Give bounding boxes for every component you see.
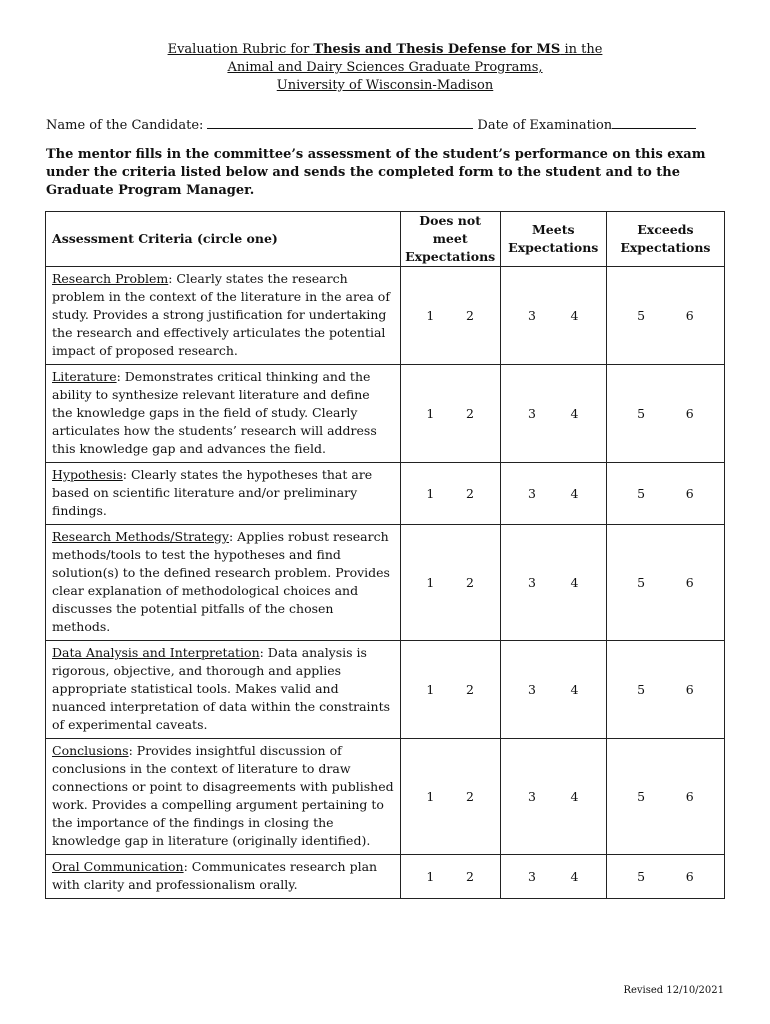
score-options (401, 868, 500, 886)
score-options (401, 485, 500, 503)
criterion-description: : Demonstrates critical thinking and the ability to synthesize relevant literature and define the knowledge gaps in the field of study. Clearly articulates how the students’ research will address this knowledge gap and advances the field. (52, 369, 377, 456)
score-option[interactable]: 2 (465, 485, 474, 501)
score-cell-does-not-meet (400, 463, 500, 525)
score-cell-exceeds (606, 641, 724, 739)
title-line-3: University of Wisconsin-Madison (276, 78, 494, 93)
score-options (607, 574, 724, 592)
criterion-cell (46, 739, 401, 855)
meets-column-header: Meets Expectations (500, 212, 606, 267)
score-cell-does-not-meet (400, 739, 500, 855)
score-cell-meets (500, 267, 606, 365)
score-options (401, 574, 500, 592)
exam-date-field[interactable] (612, 114, 696, 129)
score-option[interactable]: 2 (465, 405, 474, 421)
score-cell-exceeds (606, 463, 724, 525)
instructions-text: The mentor fills in the committee’s assessment of the student’s performance on this exam under the criteria listed below and sends the completed form to the student and to the Graduate Program Manager. (46, 147, 706, 198)
score-options (607, 868, 724, 886)
criterion-name: Research Problem (52, 271, 169, 286)
score-cell-does-not-meet (400, 267, 500, 365)
table-row (46, 365, 725, 463)
score-option[interactable]: 6 (685, 868, 694, 884)
criterion-cell (46, 463, 401, 525)
score-option[interactable]: 4 (570, 574, 579, 590)
criterion-cell (46, 525, 401, 641)
score-options (401, 307, 500, 325)
score-option[interactable]: 3 (528, 574, 536, 590)
criterion-name: Data Analysis and Interpretation (52, 645, 260, 660)
score-option[interactable]: 2 (465, 681, 474, 697)
score-options (501, 485, 606, 503)
score-option[interactable]: 6 (685, 681, 694, 697)
exceeds-column-header: Exceeds Expectations (606, 212, 724, 267)
score-options (607, 405, 724, 423)
page-title (0, 41, 770, 95)
criterion-description: : Clearly states the hypotheses that are based on scientific literature and/or preliminary findings. (52, 467, 373, 518)
score-option[interactable]: 4 (570, 307, 579, 323)
criterion-cell (46, 855, 401, 899)
score-option[interactable]: 5 (637, 574, 646, 590)
score-cell-meets (500, 739, 606, 855)
score-cell-meets (500, 855, 606, 899)
title-line-1: Evaluation Rubric for Thesis and Thesis Defense for MS in the (167, 42, 603, 57)
candidate-name-field[interactable] (207, 114, 473, 129)
score-options (607, 681, 724, 699)
score-option[interactable]: 3 (528, 788, 536, 804)
score-option[interactable]: 4 (570, 681, 579, 697)
score-option[interactable]: 2 (465, 868, 474, 884)
score-cell-exceeds (606, 267, 724, 365)
score-options (501, 681, 606, 699)
criterion-cell (46, 365, 401, 463)
score-option[interactable]: 6 (685, 788, 694, 804)
score-option[interactable]: 4 (570, 788, 579, 804)
score-option[interactable]: 1 (426, 868, 435, 884)
score-cell-meets (500, 525, 606, 641)
title-line-2: Animal and Dairy Sciences Graduate Programs, (227, 60, 543, 75)
criteria-column-header: Assessment Criteria (circle one) (46, 212, 401, 267)
score-option[interactable]: 5 (637, 485, 646, 501)
score-option[interactable]: 5 (637, 788, 646, 804)
score-cell-meets (500, 641, 606, 739)
criterion-name: Conclusions (52, 743, 129, 758)
table-row (46, 267, 725, 365)
table-row (46, 463, 725, 525)
exam-date-label: Date of Examination (477, 118, 613, 133)
score-option[interactable]: 1 (426, 307, 435, 323)
table-row (46, 641, 725, 739)
score-option[interactable]: 5 (637, 681, 646, 697)
score-option[interactable]: 6 (685, 405, 694, 421)
score-options (607, 485, 724, 503)
rubric-body (46, 267, 725, 899)
score-option[interactable]: 5 (637, 868, 646, 884)
score-options (401, 405, 500, 423)
score-options (401, 681, 500, 699)
score-option[interactable]: 4 (570, 405, 579, 421)
score-option[interactable]: 2 (465, 574, 474, 590)
criterion-name: Hypothesis (52, 467, 123, 482)
score-cell-meets (500, 463, 606, 525)
score-cell-exceeds (606, 739, 724, 855)
criterion-description: : Communicates research plan with clarity and professionalism orally. (52, 859, 378, 892)
table-row (46, 739, 725, 855)
score-options (501, 868, 606, 886)
score-option[interactable]: 3 (528, 868, 536, 884)
does-not-meet-column-header: Does not meet Expectations (400, 212, 500, 267)
score-option[interactable]: 3 (528, 681, 536, 697)
score-cell-does-not-meet (400, 525, 500, 641)
revision-date: Revised 12/10/2021 (623, 985, 724, 996)
criterion-description: : Clearly states the research problem in the context of the literature in the area of study. Provides a strong justification for undertaking the research and effectively articulates the potential impact of proposed research. (52, 271, 390, 358)
score-option[interactable]: 4 (570, 868, 579, 884)
criterion-name: Literature (52, 369, 117, 384)
assessment-rubric-table (45, 211, 725, 899)
score-option[interactable]: 6 (685, 485, 694, 501)
score-options (501, 307, 606, 325)
score-option[interactable]: 3 (528, 405, 536, 421)
criterion-name: Oral Communication (52, 859, 184, 874)
score-cell-does-not-meet (400, 641, 500, 739)
criterion-cell (46, 641, 401, 739)
score-option[interactable]: 3 (528, 485, 536, 501)
score-options (401, 788, 500, 806)
score-option[interactable]: 2 (465, 307, 474, 323)
table-row (46, 855, 725, 899)
score-cell-exceeds (606, 855, 724, 899)
score-option[interactable]: 3 (528, 307, 536, 323)
score-option[interactable]: 1 (426, 788, 435, 804)
score-cell-meets (500, 365, 606, 463)
criterion-name: Research Methods/Strategy (52, 529, 229, 544)
score-options (501, 574, 606, 592)
criterion-description: : Provides insightful discussion of conclusions in the context of literature to draw connections or point to disagreements with published work. Provides a compelling argument pertaining to the importance of the findings in closing the knowledge gap in literature (originally identified). (52, 743, 394, 848)
score-option[interactable]: 1 (426, 405, 435, 421)
candidate-name-label: Name of the Candidate: (46, 118, 204, 133)
score-option[interactable]: 2 (465, 788, 474, 804)
score-option[interactable]: 5 (637, 405, 646, 421)
score-option[interactable]: 1 (426, 485, 435, 501)
criterion-description: : Data analysis is rigorous, objective, and thorough and applies appropriate statistical tools. Makes valid and nuanced interpretation of data within the constraints of experimental caveats. (52, 645, 391, 732)
criterion-cell (46, 267, 401, 365)
score-options (607, 788, 724, 806)
candidate-info-line (46, 114, 726, 135)
criterion-description: : Applies robust research methods/tools to test the hypotheses and find solution(s) to the defined research problem. Provides clear explanation of methodological choices and discusses the potential pitfalls of the chosen methods. (52, 529, 390, 634)
score-cell-does-not-meet (400, 365, 500, 463)
score-options (607, 307, 724, 325)
score-option[interactable]: 4 (570, 485, 579, 501)
score-option[interactable]: 1 (426, 574, 435, 590)
score-option[interactable]: 1 (426, 681, 435, 697)
score-cell-exceeds (606, 365, 724, 463)
score-option[interactable]: 6 (685, 307, 694, 323)
score-options (501, 405, 606, 423)
score-options (501, 788, 606, 806)
table-row (46, 525, 725, 641)
score-option[interactable]: 5 (637, 307, 646, 323)
score-option[interactable]: 6 (685, 574, 694, 590)
score-cell-does-not-meet (400, 855, 500, 899)
score-cell-exceeds (606, 525, 724, 641)
table-header-row (46, 212, 725, 267)
